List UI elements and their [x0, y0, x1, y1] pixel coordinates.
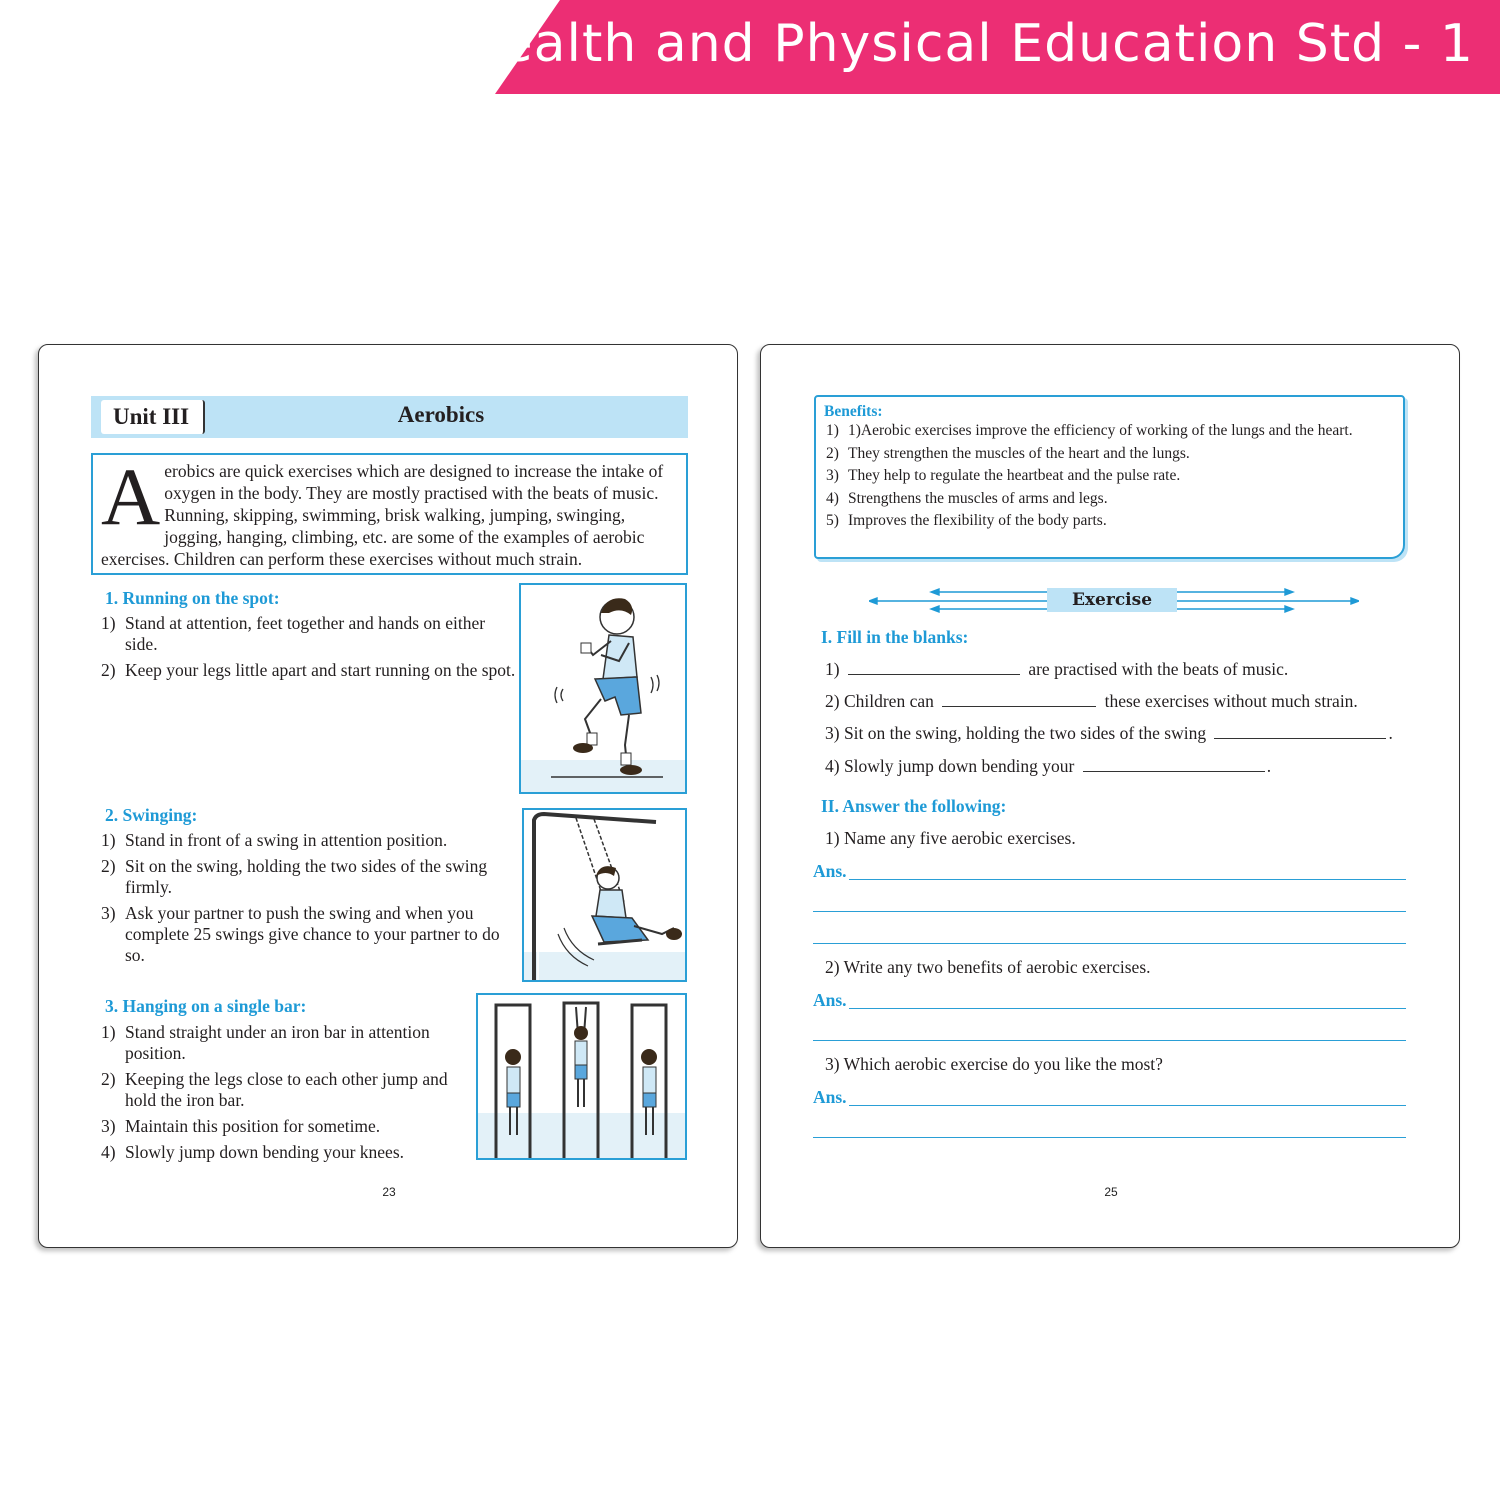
- steps-hanging: [101, 1022, 481, 1168]
- unit-header: [91, 396, 688, 438]
- benefits-box: [814, 395, 1405, 559]
- list-item: 1) 1)Aerobic exercises improve the efficiency of working of the lungs and the heart.: [826, 422, 1353, 439]
- question-3: 3) Which aerobic exercise do you like the most?: [825, 1054, 1163, 1074]
- list-item: 5) Improves the flexibility of the body parts.: [826, 512, 1107, 529]
- unit-label: Unit III: [101, 400, 205, 434]
- swinging-illustration: [522, 808, 687, 982]
- fill-item-3: 3) Sit on the swing, holding the two sides of the swing .: [825, 723, 1393, 743]
- unit-title: Aerobics: [397, 402, 485, 427]
- blank-field[interactable]: [942, 691, 1096, 707]
- list-item: 2) Keeping the legs close to each other jump and hold the iron bar.: [101, 1069, 448, 1110]
- right-page: [760, 344, 1460, 1248]
- intro-box: [91, 453, 688, 575]
- answer-line[interactable]: [813, 1040, 1406, 1041]
- question-1: 1) Name any five aerobic exercises.: [825, 828, 1076, 848]
- banner-title: Health and Physical Education Std - 1: [460, 14, 1474, 74]
- steps-running: [101, 613, 521, 686]
- answer-line[interactable]: [849, 1105, 1406, 1106]
- ans-label: Ans.: [813, 1087, 847, 1107]
- ans-label: Ans.: [813, 861, 847, 881]
- steps-swinging: [101, 830, 521, 971]
- fill-item-2: 2) Children can these exercises without much strain.: [825, 691, 1358, 711]
- list-item: 3) Maintain this position for sometime.: [101, 1116, 381, 1136]
- list-item: 3) They help to regulate the heartbeat and the pulse rate.: [826, 467, 1181, 484]
- answer-line[interactable]: [849, 879, 1406, 880]
- answer-line[interactable]: [813, 1137, 1406, 1138]
- answer-line[interactable]: [849, 1008, 1406, 1009]
- list-item: 2) Keep your legs little apart and start running on the spot.: [101, 660, 516, 680]
- list-item: 3) Ask your partner to push the swing and when you complete 25 swings give chance to your partner to do so.: [101, 903, 500, 965]
- section-heading-running: 1. Running on the spot:: [105, 588, 280, 608]
- page-number: 23: [382, 1185, 396, 1199]
- list-item: 2) They strengthen the muscles of the heart and the lungs.: [826, 444, 1190, 462]
- blank-field[interactable]: [1083, 756, 1265, 772]
- exercise-banner: [869, 585, 1359, 615]
- list-item: 2) Sit on the swing, holding the two sides of the swing firmly.: [101, 856, 488, 897]
- list-item: 1) Stand straight under an iron bar in attention position.: [101, 1022, 430, 1063]
- section-heading-hanging: 3. Hanging on a single bar:: [105, 996, 307, 1016]
- left-page: [38, 344, 738, 1248]
- answer-line[interactable]: [813, 911, 1406, 912]
- list-item: 1) Stand at attention, feet together and hands on either side.: [101, 613, 486, 654]
- list-item: 1) Stand in front of a swing in attention position.: [101, 830, 448, 850]
- list-item: 4) Strengthens the muscles of arms and legs.: [826, 489, 1108, 507]
- hanging-illustration: [476, 993, 687, 1160]
- drop-cap: A: [101, 451, 161, 542]
- running-illustration: [519, 583, 687, 794]
- fill-item-4: 4) Slowly jump down bending your .: [825, 756, 1272, 776]
- answer-line[interactable]: [813, 943, 1406, 944]
- fill-blanks-heading: I. Fill in the blanks:: [821, 627, 969, 647]
- benefits-title: Benefits:: [824, 403, 883, 420]
- question-2: 2) Write any two benefits of aerobic exercises.: [825, 957, 1151, 977]
- fill-item-1: 1) are practised with the beats of music.: [825, 659, 1289, 679]
- intro-text: erobics are quick exercises which are designed to increase the intake of oxygen in the body. They are mostly practised with the beats of music. Running, skipping, swimming, brisk walking, jumping, swinging, jogging, hanging, climbing, etc. are some of the examples of aerobic exercises. Children can perform these exercises without much strain.: [101, 461, 664, 569]
- answer-heading: II. Answer the following:: [821, 796, 1007, 816]
- header-banner: [0, 0, 1500, 94]
- benefits-list: [824, 422, 1403, 531]
- list-item: 4) Slowly jump down bending your knees.: [101, 1142, 405, 1162]
- blank-field[interactable]: [848, 659, 1020, 675]
- blank-field[interactable]: [1214, 723, 1386, 739]
- section-heading-swinging: 2. Swinging:: [105, 805, 198, 825]
- page-number: 25: [1104, 1185, 1118, 1199]
- exercise-label: Exercise: [1047, 588, 1177, 612]
- ans-label: Ans.: [813, 990, 847, 1010]
